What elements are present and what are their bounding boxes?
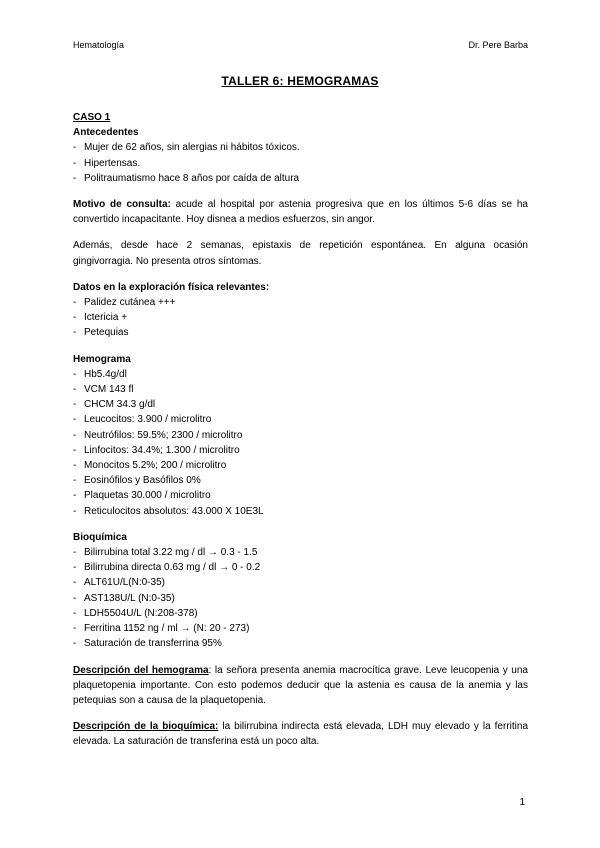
list-item: - Reticulocitos absolutos: 43.000 X 10E3L	[73, 504, 528, 519]
list-item: - Hipertensas.	[73, 156, 528, 171]
desc-hemograma-paragraph	[73, 663, 528, 709]
list-item: - Ictericia +	[73, 310, 528, 325]
list-item: - AST138U/L (N:0-35)	[73, 591, 528, 606]
exploracion-heading: Datos en la exploración física relevantes:	[73, 281, 270, 293]
list-item: - Mujer de 62 años, sin alergias ni hábitos tóxicos.	[73, 140, 528, 155]
page-title: TALLER 6: HEMOGRAMAS	[221, 74, 379, 88]
list-item: - Ferritina 1152 ng / ml → (N: 20 - 273)	[73, 621, 528, 636]
list-item: - Neutrófilos: 59.5%; 2300 / microlitro	[73, 428, 528, 443]
list-item: - VCM 143 fl	[73, 382, 528, 397]
list-item: - ALT61U/L(N:0-35)	[73, 575, 528, 590]
desc-hemograma-label: Descripción del hemograma	[73, 664, 209, 676]
document-body	[73, 110, 528, 750]
motivo-text: acude al hospital por astenia progresiva que en los últimos 5-6 días se ha convertido incapacitante. Hoy disnea a medios esfuerzos, sin angor.	[73, 199, 528, 226]
list-item: - Eosinófilos y Basófilos 0%	[73, 473, 528, 488]
desc-bioquimica-paragraph	[73, 719, 528, 749]
list-item: - Saturación de transferrina 95%	[73, 636, 528, 651]
bioquimica-list	[73, 545, 528, 651]
list-item: - Monocitos 5.2%; 200 / microlitro	[73, 458, 528, 473]
list-item: - Bilirrubina total 3.22 mg / dl → 0.3 - 1.5	[73, 545, 528, 560]
hemograma-heading: Hemograma	[73, 353, 131, 365]
motivo-paragraph	[73, 197, 528, 227]
desc-bioquimica-text: la bilirrubina indirecta está elevada, LDH muy elevado y la ferritina elevada. La saturación de transferina está un poco alta.	[73, 721, 529, 748]
list-item: - Petequias	[73, 325, 528, 340]
header-author: Dr. Pere Barba	[468, 40, 528, 50]
antecedentes-heading: Antecedentes	[73, 127, 139, 139]
hemograma-list	[73, 367, 528, 519]
list-item: - Linfocitos: 34.4%; 1.300 / microlitro	[73, 443, 528, 458]
list-item: - Palidez cutánea +++	[73, 295, 528, 310]
list-item: - Plaquetas 30.000 / microlitro	[73, 488, 528, 503]
list-item: - Hb5.4g/dl	[73, 367, 528, 382]
exploracion-list	[73, 295, 528, 341]
ademas-paragraph: Además, desde hace 2 semanas, epistaxis de repetición espontánea. En alguna ocasión gingivorragia. No presenta otros síntomas.	[73, 240, 528, 267]
case-heading: CASO 1	[73, 112, 111, 123]
bioquimica-heading: Bioquímica	[73, 531, 127, 543]
list-item: - Politraumatismo hace 8 años por caída de altura	[73, 171, 528, 186]
antecedentes-list	[73, 140, 528, 186]
header-subject: Hematología	[73, 40, 125, 50]
page-number: 1	[519, 797, 525, 808]
list-item: - LDH5504U/L (N:208-378)	[73, 606, 528, 621]
list-item: - CHCM 34.3 g/dl	[73, 397, 528, 412]
motivo-label: Motivo de consulta:	[73, 199, 171, 211]
desc-hemograma-text: : la señora presenta anemia macrocítica grave. Leve leucopenia y una plaquetopenia importante. Con esto podemos deducir que la astenia es causa de la anemia y las petequias son a causa de la plaquetopenia.	[73, 664, 528, 706]
desc-bioquimica-label: Descripción de la bioquímica:	[73, 721, 219, 733]
list-item: - Bilirrubina directa 0.63 mg / dl → 0 - 0.2	[73, 560, 528, 575]
list-item: - Leucocitos: 3.900 / microlitro	[73, 412, 528, 427]
